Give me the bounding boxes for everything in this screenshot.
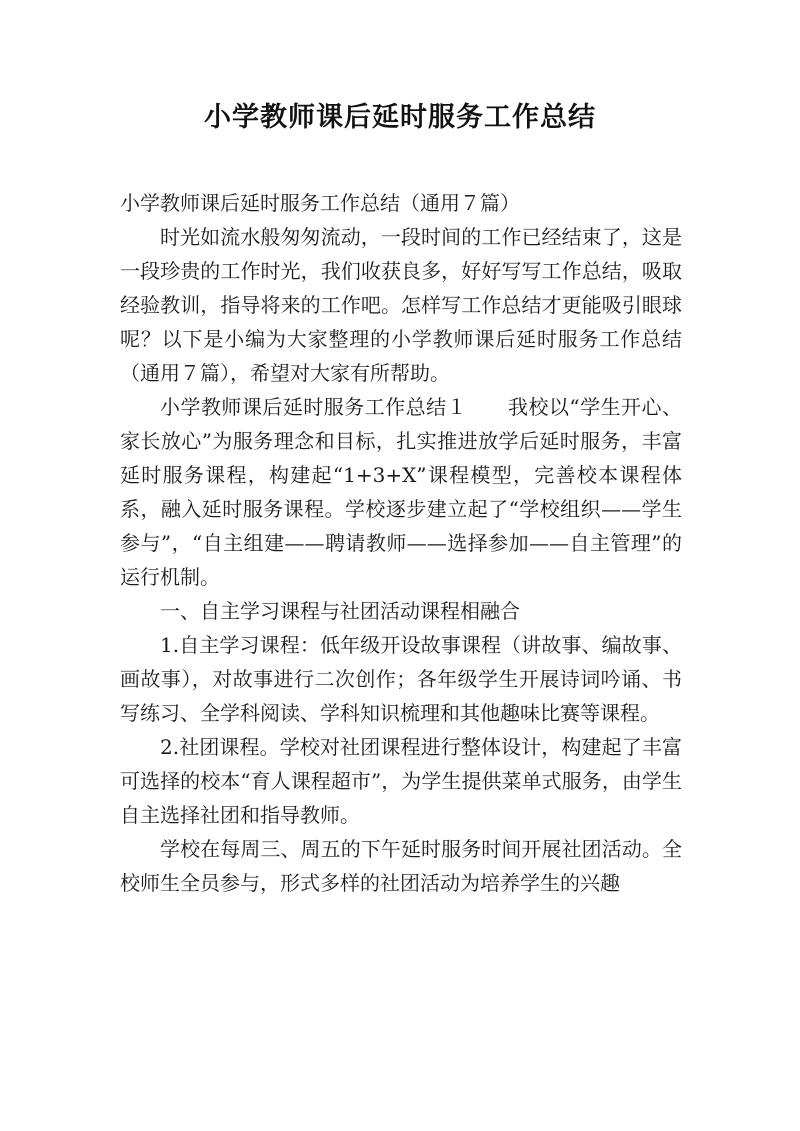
- section-heading-1: 一、自主学习课程与社团活动课程相融合: [160, 599, 520, 623]
- paragraph-item-2: 2.社团课程。学校对社团课程进行整体设计，构建起了丰富可选择的校本“育人课程超市”，为学生提供菜单式服务，由学生自主选择社团和指导教师。: [120, 735, 682, 827]
- paragraph-summary-1: 小学教师课后延时服务工作总结１ 我校以“学生开心、家长放心”为服务理念和目标，扎实推进放学后延时服务，丰富延时服务课程，构建起“1+3+X”课程模型，完善校本课程体系，融入延时服务课程。学校逐步建立起了“学校组织——学生参与”，“自主组建——聘请教师——选择参加——自主管理”的运行机制。: [120, 395, 682, 589]
- paragraph-activities: 学校在每周三、周五的下午延时服务时间开展社团活动。全校师生全员参与，形式多样的社团活动为培养学生的兴趣: [120, 837, 682, 895]
- document-title: 小学教师课后延时服务工作总结: [204, 102, 596, 133]
- document-body: [120, 186, 682, 900]
- paragraph-intro: 时光如流水般匆匆流动，一段时间的工作已经结束了，这是一段珍贵的工作时光，我们收获良多，好好写写工作总结，吸取经验教训，指导将来的工作吧。怎样写工作总结才更能吸引眼球呢？以下是小编为大家整理的小学教师课后延时服务工作总结（通用７篇），希望对大家有所帮助。: [120, 225, 682, 385]
- paragraph-item-1: 1.自主学习课程：低年级开设故事课程（讲故事、编故事、画故事），对故事进行二次创作；各年级学生开展诗词吟诵、书写练习、全学科阅读、学科知识梳理和其他趣味比赛等课程。: [120, 633, 682, 725]
- paragraph-subtitle: 小学教师课后延时服务工作总结（通用７篇）: [120, 191, 520, 215]
